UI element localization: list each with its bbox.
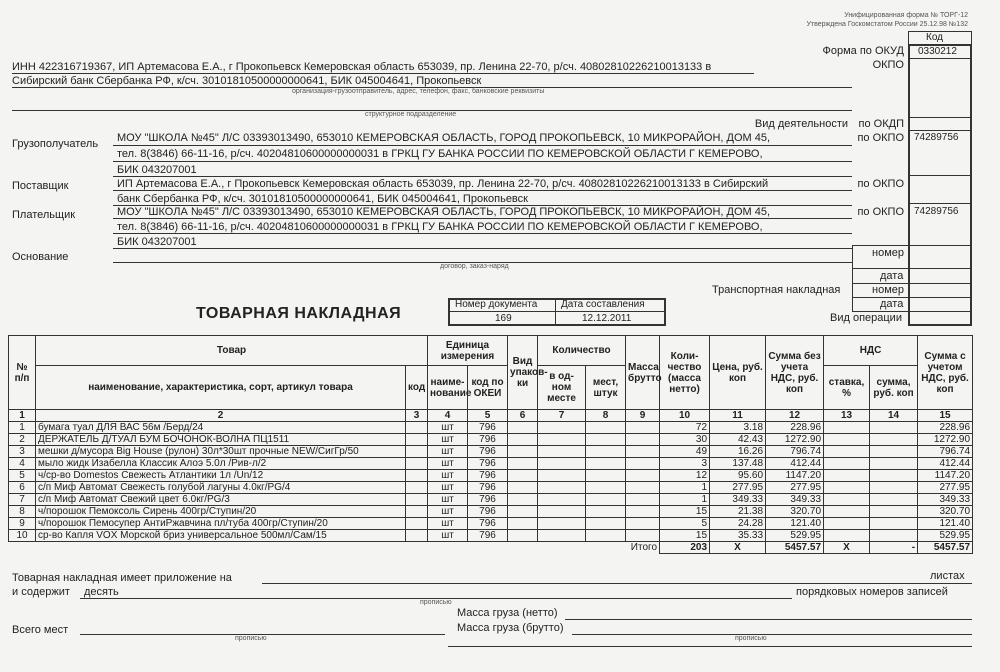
consignee-line3: БИК 043207001 (117, 164, 197, 176)
header-unit: Единица измерения (428, 336, 508, 366)
consignee-okpo-value: 74289756 (914, 132, 959, 143)
vid-operacii-label: Вид операции (830, 312, 902, 324)
payer-line2: тел. 8(3846) 66-11-16, р/сч. 40204810600000000031 в ГРКЦ ГУ БАНКА РОССИИ ПО КЕМЕРОВСКОЙ ОБЛАСТИ Г КЕМЕРОВО, (117, 221, 763, 233)
row-massa-brutto (626, 506, 660, 518)
table-row (9, 518, 973, 530)
row-unit: шт (428, 518, 468, 530)
row-price: 277.95 (710, 482, 766, 494)
row-okei: 796 (468, 530, 508, 542)
table-row (9, 446, 973, 458)
row-sum: 121.40 (766, 518, 824, 530)
row-kod (406, 482, 428, 494)
row-kod (406, 458, 428, 470)
subdivision-caption: структурное подразделение (365, 111, 457, 118)
row-unit: шт (428, 482, 468, 494)
poryadk-label: порядковых номеров записей (796, 586, 948, 598)
itogo-stavka: X (824, 542, 870, 554)
header-summa-bez-nds: Сумма без учета НДС, руб. коп (766, 336, 824, 410)
row-name: ч/порошок Пемоксоль Сирень 400гр/Ступин/20 (36, 506, 406, 518)
itogo-label: Итого (9, 542, 660, 554)
row-nds (870, 506, 918, 518)
row-sum: 320.70 (766, 506, 824, 518)
row-number: 10 (9, 530, 36, 542)
payer-okpo-label: по ОКПО (857, 206, 904, 218)
goods-table (8, 335, 973, 554)
row-massa-brutto (626, 470, 660, 482)
column-number: 2 (36, 410, 406, 422)
row-v-odnom (538, 482, 586, 494)
itogo-nds: - (870, 542, 918, 554)
row-vid-upak (508, 434, 538, 446)
row-v-odnom (538, 470, 586, 482)
row-vid-upak (508, 446, 538, 458)
row-kod (406, 494, 428, 506)
row-massa-brutto (626, 434, 660, 446)
row-unit: шт (428, 494, 468, 506)
row-price: 21.38 (710, 506, 766, 518)
row-sum: 1272.90 (766, 434, 824, 446)
basis-caption: договор, заказ-наряд (440, 263, 509, 270)
table-row (9, 494, 973, 506)
row-name: ДЕРЖАТЕЛЬ Д/ТУАЛ БУМ БОЧОНОК-ВОЛНА ПЦ1511 (36, 434, 406, 446)
table-row (9, 506, 973, 518)
itogo-total: 5457.57 (918, 542, 973, 554)
row-qty: 5 (660, 518, 710, 530)
column-number: 10 (660, 410, 710, 422)
row-nds (870, 530, 918, 542)
column-number: 7 (538, 410, 586, 422)
column-number: 11 (710, 410, 766, 422)
row-number: 7 (9, 494, 36, 506)
form-name: Унифицированная форма № ТОРГ-12 (844, 12, 968, 19)
codes-header: Код (926, 32, 944, 43)
row-kod (406, 506, 428, 518)
data-label: дата (880, 270, 904, 282)
row-unit: шт (428, 530, 468, 542)
row-massa-brutto (626, 446, 660, 458)
consignee-label: Грузополучатель (12, 138, 99, 150)
header-kol-massa: Коли- чество (масса нетто) (660, 336, 710, 410)
row-stavka (824, 482, 870, 494)
propisyu-caption-1: прописью (420, 599, 452, 606)
column-number: 12 (766, 410, 824, 422)
form-approval: Утверждена Госкомстатом России 25.12.98 №132 (806, 21, 968, 28)
row-massa-brutto (626, 518, 660, 530)
row-vid-upak (508, 518, 538, 530)
row-kod (406, 530, 428, 542)
row-stavka (824, 530, 870, 542)
table-row (9, 482, 973, 494)
row-mest (586, 482, 626, 494)
header-summa-nds: сумма, руб. коп (870, 366, 918, 410)
table-row (9, 434, 973, 446)
row-okei: 796 (468, 494, 508, 506)
row-total: 1272.90 (918, 434, 973, 446)
row-stavka (824, 518, 870, 530)
table-row (9, 530, 973, 542)
supplier-line1: ИП Артемасова Е.А., г Прокопьевск Кемеровская область 653039, пр. Ленина 22-70, р/сч. 40802810226210013133 в Сибирский (117, 178, 769, 190)
row-qty: 15 (660, 506, 710, 518)
header-unit-name: наиме- нование (428, 366, 468, 410)
header-mest: мест, штук (586, 366, 626, 410)
itogo-row (9, 542, 973, 554)
row-mest (586, 458, 626, 470)
massa-brutto-label: Масса груза (брутто) (457, 622, 564, 634)
row-qty: 1 (660, 482, 710, 494)
consignee-okpo-label: по ОКПО (857, 132, 904, 144)
row-price: 95.60 (710, 470, 766, 482)
row-vid-upak (508, 494, 538, 506)
row-price: 3.18 (710, 422, 766, 434)
row-v-odnom (538, 434, 586, 446)
row-qty: 15 (660, 530, 710, 542)
row-number: 4 (9, 458, 36, 470)
row-kod (406, 434, 428, 446)
doc-number-header: Номер документа (455, 299, 538, 310)
itogo-sum: 5457.57 (766, 542, 824, 554)
massa-netto-label: Масса груза (нетто) (457, 607, 558, 619)
payer-okpo-value: 74289756 (914, 206, 959, 217)
row-okei: 796 (468, 458, 508, 470)
row-price: 42.43 (710, 434, 766, 446)
row-vid-upak (508, 530, 538, 542)
row-name: ч/ср-во Domestos Свежесть Атлантики 1л /Un/12 (36, 470, 406, 482)
row-mest (586, 494, 626, 506)
row-number: 1 (9, 422, 36, 434)
row-stavka (824, 446, 870, 458)
okpo-label: ОКПО (872, 59, 904, 71)
itogo-qty: 203 (660, 542, 710, 554)
document-title: ТОВАРНАЯ НАКЛАДНАЯ (196, 305, 402, 322)
row-massa-brutto (626, 530, 660, 542)
doc-date-value: 12.12.2011 (582, 313, 632, 324)
row-sum: 529.95 (766, 530, 824, 542)
row-qty: 72 (660, 422, 710, 434)
row-massa-brutto (626, 482, 660, 494)
row-number: 5 (9, 470, 36, 482)
doc-number-value: 169 (495, 313, 512, 324)
header-vid-upak: Вид упаков- ки (508, 336, 538, 410)
okud-value: 0330212 (918, 46, 957, 57)
row-name: ср-во Капля VOX Морской бриз универсальное 500мл/Сам/15 (36, 530, 406, 542)
row-qty: 3 (660, 458, 710, 470)
row-mest (586, 518, 626, 530)
column-number: 8 (586, 410, 626, 422)
row-total: 320.70 (918, 506, 973, 518)
basis-label: Основание (12, 251, 69, 263)
shipper-line2: Сибирский банк Сбербанка РФ, к/сч. 30101810500000000641, БИК 045004641, Прокопьевск (12, 75, 482, 87)
row-price: 16.26 (710, 446, 766, 458)
row-v-odnom (538, 530, 586, 542)
header-v-odnom: в од- ном месте (538, 366, 586, 410)
vid-deyat-label: Вид деятельности (754, 118, 848, 130)
row-vid-upak (508, 458, 538, 470)
row-name: мешки д/мусора Big House (рулон) 30л*30шт прочные NEW/СигГр/50 (36, 446, 406, 458)
row-okei: 796 (468, 434, 508, 446)
nomer-label: номер (872, 247, 904, 259)
row-name: бумага туал ДЛЯ ВАС 56м /Берд/24 (36, 422, 406, 434)
column-number: 9 (626, 410, 660, 422)
header-stavka: ставка, % (824, 366, 870, 410)
supplier-okpo-label: по ОКПО (857, 178, 904, 190)
row-unit: шт (428, 470, 468, 482)
row-sum: 796.74 (766, 446, 824, 458)
row-sum: 277.95 (766, 482, 824, 494)
row-okei: 796 (468, 518, 508, 530)
column-number: 6 (508, 410, 538, 422)
row-mest (586, 434, 626, 446)
column-number: 15 (918, 410, 973, 422)
row-price: 137.48 (710, 458, 766, 470)
shipper-caption: организация-грузоотправитель, адрес, телефон, факс, банковские реквизиты (292, 88, 545, 95)
header-cena: Цена, руб. коп (710, 336, 766, 410)
row-nds (870, 494, 918, 506)
row-stavka (824, 470, 870, 482)
row-price: 35.33 (710, 530, 766, 542)
row-price: 24.28 (710, 518, 766, 530)
row-nds (870, 446, 918, 458)
row-okei: 796 (468, 470, 508, 482)
header-tovar: Товар (36, 336, 428, 366)
row-unit: шт (428, 434, 468, 446)
payer-line3: БИК 043207001 (117, 236, 197, 248)
row-stavka (824, 434, 870, 446)
header-tovar-name: наименование, характеристика, сорт, артикул товара (36, 366, 406, 410)
row-name: с/п Миф Автомат Свежесть голубой лагуны 4.0кг/PG/4 (36, 482, 406, 494)
row-okei: 796 (468, 482, 508, 494)
row-sum: 349.33 (766, 494, 824, 506)
vsego-mest-label: Всего мест (12, 624, 69, 636)
row-v-odnom (538, 518, 586, 530)
row-total: 228.96 (918, 422, 973, 434)
row-name: мыло жидк Изабелла Классик Алоэ 5.0л /Рив-л/2 (36, 458, 406, 470)
column-number: 4 (428, 410, 468, 422)
row-kod (406, 518, 428, 530)
row-number: 8 (9, 506, 36, 518)
row-sum: 412.44 (766, 458, 824, 470)
row-total: 529.95 (918, 530, 973, 542)
row-unit: шт (428, 422, 468, 434)
row-v-odnom (538, 446, 586, 458)
okdp-label: по ОКДП (858, 118, 904, 130)
row-mest (586, 530, 626, 542)
listah-label: листах (930, 570, 965, 582)
header-npp: № п/п (9, 336, 36, 410)
row-stavka (824, 458, 870, 470)
row-total: 277.95 (918, 482, 973, 494)
consignee-line2: тел. 8(3846) 66-11-16, р/сч. 40204810600000000031 в ГРКЦ ГУ БАНКА РОССИИ ПО КЕМЕРОВСКОЙ ОБЛАСТИ Г КЕМЕРОВО, (117, 148, 763, 160)
row-qty: 1 (660, 494, 710, 506)
row-number: 6 (9, 482, 36, 494)
row-qty: 12 (660, 470, 710, 482)
row-unit: шт (428, 446, 468, 458)
okud-label: Форма по ОКУД (822, 45, 904, 57)
row-number: 3 (9, 446, 36, 458)
row-v-odnom (538, 422, 586, 434)
table-row (9, 422, 973, 434)
itogo-price: X (710, 542, 766, 554)
row-kod (406, 446, 428, 458)
row-total: 349.33 (918, 494, 973, 506)
table-row (9, 458, 973, 470)
row-price: 349.33 (710, 494, 766, 506)
row-mest (586, 470, 626, 482)
row-vid-upak (508, 506, 538, 518)
payer-label: Плательщик (12, 209, 76, 221)
prilozhenie-label: Товарная накладная имеет приложение на (12, 572, 232, 584)
row-unit: шт (428, 458, 468, 470)
column-number: 14 (870, 410, 918, 422)
row-total: 1147.20 (918, 470, 973, 482)
row-qty: 49 (660, 446, 710, 458)
row-nds (870, 518, 918, 530)
row-nds (870, 470, 918, 482)
row-v-odnom (538, 458, 586, 470)
row-nds (870, 422, 918, 434)
row-nds (870, 482, 918, 494)
row-stavka (824, 506, 870, 518)
row-number: 9 (9, 518, 36, 530)
row-stavka (824, 494, 870, 506)
row-unit: шт (428, 506, 468, 518)
supplier-label: Поставщик (12, 180, 69, 192)
consignee-line1: МОУ "ШКОЛА №45" Л/С 03393013490, 653010 КЕМЕРОВСКАЯ ОБЛАСТЬ, ГОРОД ПРОКОПЬЕВСК, 10 МИКРОРАЙОН, ДОМ 45, (117, 132, 771, 144)
row-massa-brutto (626, 422, 660, 434)
propisyu-caption-2: прописью (235, 635, 267, 642)
payer-line1: МОУ "ШКОЛА №45" Л/С 03393013490, 653010 КЕМЕРОВСКАЯ ОБЛАСТЬ, ГОРОД ПРОКОПЬЕВСК, 10 МИКРОРАЙОН, ДОМ 45, (117, 206, 771, 218)
row-mest (586, 446, 626, 458)
header-unit-okei: код по ОКЕИ (468, 366, 508, 410)
row-vid-upak (508, 422, 538, 434)
row-total: 412.44 (918, 458, 973, 470)
row-name: ч/порошок Пемосупер АнтиРжавчина пл/туба 400гр/Ступин/20 (36, 518, 406, 530)
row-mest (586, 506, 626, 518)
column-number: 3 (406, 410, 428, 422)
column-number: 13 (824, 410, 870, 422)
row-okei: 796 (468, 422, 508, 434)
row-okei: 796 (468, 506, 508, 518)
row-total: 796.74 (918, 446, 973, 458)
column-number: 1 (9, 410, 36, 422)
row-okei: 796 (468, 446, 508, 458)
row-qty: 30 (660, 434, 710, 446)
row-nds (870, 434, 918, 446)
row-vid-upak (508, 482, 538, 494)
row-nds (870, 458, 918, 470)
doc-date-header: Дата составления (561, 299, 645, 310)
header-kolichestvo: Количество (538, 336, 626, 366)
header-kod: код (406, 366, 428, 410)
table-row (9, 470, 973, 482)
row-v-odnom (538, 506, 586, 518)
row-vid-upak (508, 470, 538, 482)
supplier-line2: банк Сбербанка РФ, к/сч. 30101810500000000641, БИК 045004641, Прокопьевск (117, 193, 528, 205)
row-v-odnom (538, 494, 586, 506)
propisyu-caption-3: прописью (735, 635, 767, 642)
nomer2-label: номер (872, 284, 904, 296)
row-sum: 1147.20 (766, 470, 824, 482)
row-number: 2 (9, 434, 36, 446)
row-sum: 228.96 (766, 422, 824, 434)
row-kod (406, 470, 428, 482)
soderzhit-label: и содержит (12, 586, 70, 598)
column-number: 5 (468, 410, 508, 422)
row-name: с/п Миф Автомат Свежий цвет 6.0кг/PG/3 (36, 494, 406, 506)
shipper-line1: ИНН 422316719367, ИП Артемасова Е.А., г Прокопьевск Кемеровская область 653039, пр. Ленина 22-70, р/сч. 40802810226210013133 в (12, 61, 712, 73)
transport-label: Транспортная накладная (712, 284, 841, 296)
row-total: 121.40 (918, 518, 973, 530)
row-mest (586, 422, 626, 434)
header-summa-s-nds: Сумма с учетом НДС, руб. коп (918, 336, 973, 410)
header-massa-brutto: Масса брутто (626, 336, 660, 410)
row-kod (406, 422, 428, 434)
header-nds: НДС (824, 336, 918, 366)
records-count-words: десять (84, 586, 119, 598)
row-massa-brutto (626, 458, 660, 470)
data2-label: дата (880, 298, 904, 310)
row-massa-brutto (626, 494, 660, 506)
row-stavka (824, 422, 870, 434)
